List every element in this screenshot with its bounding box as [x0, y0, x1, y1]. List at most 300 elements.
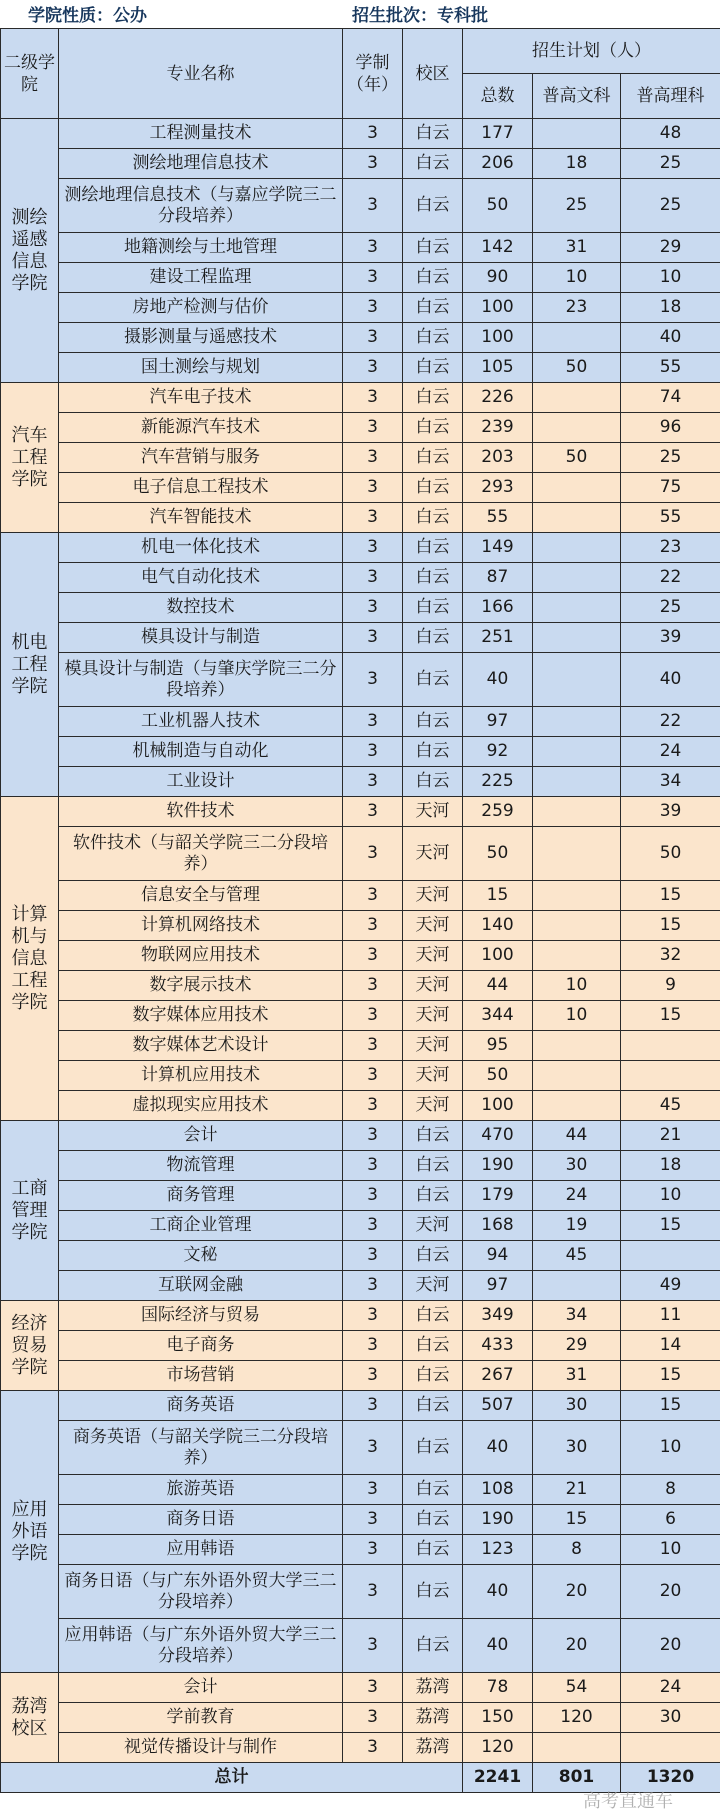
- campus-cell: 白云: [403, 1361, 463, 1391]
- college-name-cell: [1, 1391, 59, 1673]
- science-cell: [621, 1241, 720, 1271]
- campus-cell: 白云: [403, 263, 463, 293]
- table-row: [1, 413, 720, 443]
- duration-cell: 3: [343, 1475, 403, 1505]
- total-cell: 95: [463, 1031, 533, 1061]
- total-cell: 123: [463, 1535, 533, 1565]
- campus-cell: 天河: [403, 941, 463, 971]
- arts-cell: 23: [533, 293, 621, 323]
- science-cell: 10: [621, 1421, 720, 1475]
- total-cell: 100: [463, 941, 533, 971]
- major-cell: 电气自动化技术: [59, 563, 343, 593]
- total-cell: 100: [463, 293, 533, 323]
- duration-cell: 3: [343, 1535, 403, 1565]
- duration-cell: 3: [343, 941, 403, 971]
- table-row: [1, 149, 720, 179]
- college-name-cell: [1, 1673, 59, 1763]
- duration-cell: 3: [343, 149, 403, 179]
- campus-cell: 白云: [403, 1619, 463, 1673]
- table-row: [1, 1031, 720, 1061]
- table-row: [1, 323, 720, 353]
- duration-cell: 3: [343, 1121, 403, 1151]
- major-cell: 数字媒体应用技术: [59, 1001, 343, 1031]
- duration-cell: 3: [343, 1619, 403, 1673]
- duration-cell: 3: [343, 911, 403, 941]
- science-cell: 40: [621, 323, 720, 353]
- college-name-cell: [1, 383, 59, 533]
- total-cell: 433: [463, 1331, 533, 1361]
- duration-cell: 3: [343, 1151, 403, 1181]
- duration-cell: 3: [343, 881, 403, 911]
- total-cell: 108: [463, 1475, 533, 1505]
- totals-label: 总计: [1, 1763, 463, 1793]
- campus-cell: 天河: [403, 1061, 463, 1091]
- campus-cell: 天河: [403, 1211, 463, 1241]
- total-cell: 203: [463, 443, 533, 473]
- duration-cell: 3: [343, 473, 403, 503]
- duration-cell: 3: [343, 293, 403, 323]
- total-cell: 44: [463, 971, 533, 1001]
- major-cell: 虚拟现实应用技术: [59, 1091, 343, 1121]
- campus-cell: 白云: [403, 1121, 463, 1151]
- table-row: [1, 1535, 720, 1565]
- science-cell: 48: [621, 119, 720, 149]
- college-name: 经济贸易学院: [11, 1312, 48, 1378]
- science-cell: 15: [621, 911, 720, 941]
- campus-cell: 白云: [403, 473, 463, 503]
- table-row: [1, 707, 720, 737]
- duration-cell: 3: [343, 1211, 403, 1241]
- total-cell: 142: [463, 233, 533, 263]
- header-science: 普高理科: [621, 74, 720, 119]
- table-row: [1, 797, 720, 827]
- table-row: [1, 233, 720, 263]
- campus-cell: 白云: [403, 383, 463, 413]
- total-cell: 149: [463, 533, 533, 563]
- header-plan: 招生计划（人）: [463, 29, 720, 74]
- college-name: 计算机与信息工程学院: [11, 903, 48, 1013]
- table-row: [1, 353, 720, 383]
- science-cell: 20: [621, 1619, 720, 1673]
- science-cell: 14: [621, 1331, 720, 1361]
- college-name-cell: [1, 1301, 59, 1391]
- arts-cell: 10: [533, 1001, 621, 1031]
- watermark: 高考直通车: [583, 1791, 673, 1812]
- header-major: 专业名称: [59, 29, 343, 119]
- arts-cell: [533, 1271, 621, 1301]
- major-cell: 商务日语（与广东外语外贸大学三二分段培养）: [59, 1565, 343, 1619]
- major-cell: 会计: [59, 1673, 343, 1703]
- major-cell: 工业机器人技术: [59, 707, 343, 737]
- major-cell: 市场营销: [59, 1361, 343, 1391]
- arts-cell: [533, 323, 621, 353]
- table-row: [1, 1673, 720, 1703]
- major-cell: 物联网应用技术: [59, 941, 343, 971]
- total-cell: 78: [463, 1673, 533, 1703]
- arts-cell: [533, 737, 621, 767]
- arts-cell: 29: [533, 1331, 621, 1361]
- duration-cell: 3: [343, 1673, 403, 1703]
- arts-cell: 20: [533, 1619, 621, 1673]
- major-cell: 摄影测量与遥感技术: [59, 323, 343, 353]
- admission-batch-label: 招生批次：专科批: [352, 6, 488, 26]
- science-cell: 55: [621, 503, 720, 533]
- college-name-cell: [1, 797, 59, 1121]
- arts-cell: [533, 797, 621, 827]
- major-cell: 数字媒体艺术设计: [59, 1031, 343, 1061]
- arts-cell: 18: [533, 149, 621, 179]
- major-cell: 商务英语（与韶关学院三二分段培养）: [59, 1421, 343, 1475]
- arts-cell: 10: [533, 263, 621, 293]
- duration-cell: 3: [343, 1733, 403, 1763]
- campus-cell: 天河: [403, 1091, 463, 1121]
- major-cell: 模具设计与制造: [59, 623, 343, 653]
- duration-cell: 3: [343, 827, 403, 881]
- duration-cell: 3: [343, 1031, 403, 1061]
- campus-cell: 天河: [403, 1001, 463, 1031]
- college-name: 测绘遥感信息学院: [11, 206, 48, 294]
- campus-cell: 天河: [403, 1031, 463, 1061]
- total-cell: 50: [463, 1061, 533, 1091]
- duration-cell: 3: [343, 1331, 403, 1361]
- major-cell: 商务日语: [59, 1505, 343, 1535]
- header-campus: 校区: [403, 29, 463, 119]
- science-cell: 21: [621, 1121, 720, 1151]
- arts-cell: [533, 653, 621, 707]
- science-cell: 96: [621, 413, 720, 443]
- table-row: [1, 1241, 720, 1271]
- science-cell: 25: [621, 149, 720, 179]
- duration-cell: 3: [343, 707, 403, 737]
- table-row: [1, 1211, 720, 1241]
- science-cell: 32: [621, 941, 720, 971]
- major-cell: 测绘地理信息技术: [59, 149, 343, 179]
- duration-cell: 3: [343, 119, 403, 149]
- arts-cell: 30: [533, 1421, 621, 1475]
- major-cell: 文秘: [59, 1241, 343, 1271]
- table-row: [1, 1001, 720, 1031]
- science-cell: 9: [621, 971, 720, 1001]
- duration-cell: 3: [343, 233, 403, 263]
- table-row: [1, 1061, 720, 1091]
- major-cell: 计算机网络技术: [59, 911, 343, 941]
- table-row: [1, 473, 720, 503]
- total-cell: 239: [463, 413, 533, 443]
- campus-cell: 白云: [403, 1181, 463, 1211]
- duration-cell: 3: [343, 533, 403, 563]
- major-cell: 互联网金融: [59, 1271, 343, 1301]
- science-cell: 24: [621, 1673, 720, 1703]
- campus-cell: 白云: [403, 533, 463, 563]
- duration-cell: 3: [343, 1391, 403, 1421]
- total-cell: 40: [463, 653, 533, 707]
- total-cell: 349: [463, 1301, 533, 1331]
- arts-cell: [533, 881, 621, 911]
- campus-cell: 天河: [403, 1271, 463, 1301]
- science-cell: 6: [621, 1505, 720, 1535]
- science-cell: [621, 1061, 720, 1091]
- science-cell: 10: [621, 263, 720, 293]
- total-cell: 120: [463, 1733, 533, 1763]
- arts-cell: [533, 383, 621, 413]
- table-body: [1, 119, 720, 1793]
- table-row: [1, 881, 720, 911]
- arts-cell: 31: [533, 233, 621, 263]
- science-cell: 39: [621, 623, 720, 653]
- major-cell: 学前教育: [59, 1703, 343, 1733]
- major-cell: 商务英语: [59, 1391, 343, 1421]
- duration-cell: 3: [343, 503, 403, 533]
- duration-cell: 3: [343, 797, 403, 827]
- total-cell: 97: [463, 707, 533, 737]
- duration-cell: 3: [343, 353, 403, 383]
- duration-cell: 3: [343, 323, 403, 353]
- total-cell: 168: [463, 1211, 533, 1241]
- table-row: [1, 593, 720, 623]
- table-row: [1, 443, 720, 473]
- arts-cell: 30: [533, 1151, 621, 1181]
- duration-cell: 3: [343, 1271, 403, 1301]
- arts-cell: [533, 827, 621, 881]
- arts-cell: 19: [533, 1211, 621, 1241]
- arts-cell: 45: [533, 1241, 621, 1271]
- arts-cell: [533, 1031, 621, 1061]
- info-bar: [0, 0, 720, 28]
- duration-cell: 3: [343, 737, 403, 767]
- science-cell: 22: [621, 707, 720, 737]
- table-row: [1, 1091, 720, 1121]
- duration-cell: 3: [343, 563, 403, 593]
- arts-cell: [533, 707, 621, 737]
- duration-cell: 3: [343, 653, 403, 707]
- campus-cell: 荔湾: [403, 1673, 463, 1703]
- duration-cell: 3: [343, 1241, 403, 1271]
- table-row: [1, 383, 720, 413]
- arts-cell: 30: [533, 1391, 621, 1421]
- arts-cell: 24: [533, 1181, 621, 1211]
- science-cell: 24: [621, 737, 720, 767]
- total-cell: 470: [463, 1121, 533, 1151]
- table-row: [1, 1301, 720, 1331]
- header-duration: 学制（年）: [343, 29, 403, 119]
- science-cell: 23: [621, 533, 720, 563]
- campus-cell: 白云: [403, 1301, 463, 1331]
- arts-cell: [533, 119, 621, 149]
- major-cell: 电子信息工程技术: [59, 473, 343, 503]
- duration-cell: 3: [343, 443, 403, 473]
- arts-cell: [533, 473, 621, 503]
- campus-cell: 白云: [403, 1331, 463, 1361]
- grand-total-cell: 2241: [463, 1763, 533, 1793]
- total-cell: 166: [463, 593, 533, 623]
- arts-cell: 31: [533, 1361, 621, 1391]
- campus-cell: 白云: [403, 179, 463, 233]
- table-row: [1, 653, 720, 707]
- campus-cell: 白云: [403, 1391, 463, 1421]
- arts-cell: 54: [533, 1673, 621, 1703]
- total-cell: 150: [463, 1703, 533, 1733]
- major-cell: 模具设计与制造（与肇庆学院三二分段培养）: [59, 653, 343, 707]
- table-row: [1, 1271, 720, 1301]
- duration-cell: 3: [343, 623, 403, 653]
- header-arts: 普高文科: [533, 74, 621, 119]
- science-cell: 25: [621, 593, 720, 623]
- table-row: [1, 911, 720, 941]
- major-cell: 会计: [59, 1121, 343, 1151]
- duration-cell: 3: [343, 1703, 403, 1733]
- table-row: [1, 1391, 720, 1421]
- major-cell: 新能源汽车技术: [59, 413, 343, 443]
- major-cell: 应用韩语（与广东外语外贸大学三二分段培养）: [59, 1619, 343, 1673]
- campus-cell: 天河: [403, 797, 463, 827]
- campus-cell: 白云: [403, 323, 463, 353]
- total-cell: 140: [463, 911, 533, 941]
- major-cell: 建设工程监理: [59, 263, 343, 293]
- table-row: [1, 533, 720, 563]
- major-cell: 机械制造与自动化: [59, 737, 343, 767]
- arts-cell: [533, 593, 621, 623]
- header-college: 二级学院: [1, 29, 59, 119]
- science-cell: 49: [621, 1271, 720, 1301]
- campus-cell: 白云: [403, 737, 463, 767]
- arts-cell: [533, 1733, 621, 1763]
- arts-cell: 120: [533, 1703, 621, 1733]
- arts-cell: [533, 941, 621, 971]
- arts-cell: 50: [533, 353, 621, 383]
- duration-cell: 3: [343, 383, 403, 413]
- campus-cell: 白云: [403, 1505, 463, 1535]
- duration-cell: 3: [343, 1061, 403, 1091]
- major-cell: 软件技术（与韶关学院三二分段培养）: [59, 827, 343, 881]
- arts-cell: [533, 1091, 621, 1121]
- major-cell: 汽车营销与服务: [59, 443, 343, 473]
- science-cell: 15: [621, 1211, 720, 1241]
- campus-cell: 白云: [403, 233, 463, 263]
- table-row: [1, 1703, 720, 1733]
- campus-cell: 白云: [403, 1151, 463, 1181]
- total-cell: 267: [463, 1361, 533, 1391]
- total-cell: 507: [463, 1391, 533, 1421]
- duration-cell: 3: [343, 413, 403, 443]
- table-row: [1, 179, 720, 233]
- science-cell: 74: [621, 383, 720, 413]
- campus-cell: 白云: [403, 623, 463, 653]
- total-cell: 55: [463, 503, 533, 533]
- total-cell: 179: [463, 1181, 533, 1211]
- college-name: 工商管理学院: [11, 1177, 48, 1243]
- major-cell: 视觉传播设计与制作: [59, 1733, 343, 1763]
- total-cell: 40: [463, 1421, 533, 1475]
- major-cell: 地籍测绘与土地管理: [59, 233, 343, 263]
- campus-cell: 白云: [403, 503, 463, 533]
- campus-cell: 天河: [403, 881, 463, 911]
- major-cell: 电子商务: [59, 1331, 343, 1361]
- duration-cell: 3: [343, 1421, 403, 1475]
- major-cell: 汽车智能技术: [59, 503, 343, 533]
- table-row: [1, 827, 720, 881]
- header-total: 总数: [463, 74, 533, 119]
- total-cell: 293: [463, 473, 533, 503]
- arts-cell: 44: [533, 1121, 621, 1151]
- major-cell: 数字展示技术: [59, 971, 343, 1001]
- science-cell: 15: [621, 1001, 720, 1031]
- science-cell: 20: [621, 1565, 720, 1619]
- college-nature-label: 学院性质：公办: [28, 6, 147, 26]
- arts-cell: [533, 563, 621, 593]
- table-row: [1, 1421, 720, 1475]
- total-cell: 90: [463, 263, 533, 293]
- table-row: [1, 1181, 720, 1211]
- duration-cell: 3: [343, 1361, 403, 1391]
- major-cell: 工业设计: [59, 767, 343, 797]
- duration-cell: 3: [343, 1091, 403, 1121]
- table-row: [1, 623, 720, 653]
- major-cell: 测绘地理信息技术（与嘉应学院三二分段培养）: [59, 179, 343, 233]
- total-cell: 87: [463, 563, 533, 593]
- total-cell: 15: [463, 881, 533, 911]
- science-cell: 75: [621, 473, 720, 503]
- arts-cell: [533, 503, 621, 533]
- science-cell: 55: [621, 353, 720, 383]
- table-row: [1, 1331, 720, 1361]
- duration-cell: 3: [343, 767, 403, 797]
- total-cell: 92: [463, 737, 533, 767]
- total-cell: 259: [463, 797, 533, 827]
- total-cell: 40: [463, 1619, 533, 1673]
- total-cell: 344: [463, 1001, 533, 1031]
- science-cell: 45: [621, 1091, 720, 1121]
- table-row: [1, 767, 720, 797]
- campus-cell: 天河: [403, 827, 463, 881]
- table-row: [1, 293, 720, 323]
- major-cell: 物流管理: [59, 1151, 343, 1181]
- campus-cell: 白云: [403, 149, 463, 179]
- science-cell: 40: [621, 653, 720, 707]
- major-cell: 工商企业管理: [59, 1211, 343, 1241]
- science-cell: 34: [621, 767, 720, 797]
- major-cell: 机电一体化技术: [59, 533, 343, 563]
- arts-cell: 21: [533, 1475, 621, 1505]
- total-cell: 225: [463, 767, 533, 797]
- campus-cell: 白云: [403, 1535, 463, 1565]
- science-cell: 39: [621, 797, 720, 827]
- total-cell: 226: [463, 383, 533, 413]
- college-name: 汽车工程学院: [11, 424, 48, 490]
- total-cell: 100: [463, 1091, 533, 1121]
- science-cell: 15: [621, 881, 720, 911]
- table-row: [1, 119, 720, 149]
- table-row: [1, 263, 720, 293]
- arts-cell: 10: [533, 971, 621, 1001]
- total-cell: 206: [463, 149, 533, 179]
- campus-cell: 白云: [403, 707, 463, 737]
- campus-cell: 白云: [403, 563, 463, 593]
- science-cell: 15: [621, 1361, 720, 1391]
- college-name-cell: [1, 119, 59, 383]
- table-row: [1, 503, 720, 533]
- arts-total-cell: 801: [533, 1763, 621, 1793]
- total-cell: 190: [463, 1505, 533, 1535]
- campus-cell: 白云: [403, 1565, 463, 1619]
- science-cell: 10: [621, 1535, 720, 1565]
- science-cell: 30: [621, 1703, 720, 1733]
- college-name-cell: [1, 533, 59, 797]
- major-cell: 应用韩语: [59, 1535, 343, 1565]
- major-cell: 信息安全与管理: [59, 881, 343, 911]
- science-total-cell: 1320: [621, 1763, 720, 1793]
- campus-cell: 天河: [403, 911, 463, 941]
- total-cell: 177: [463, 119, 533, 149]
